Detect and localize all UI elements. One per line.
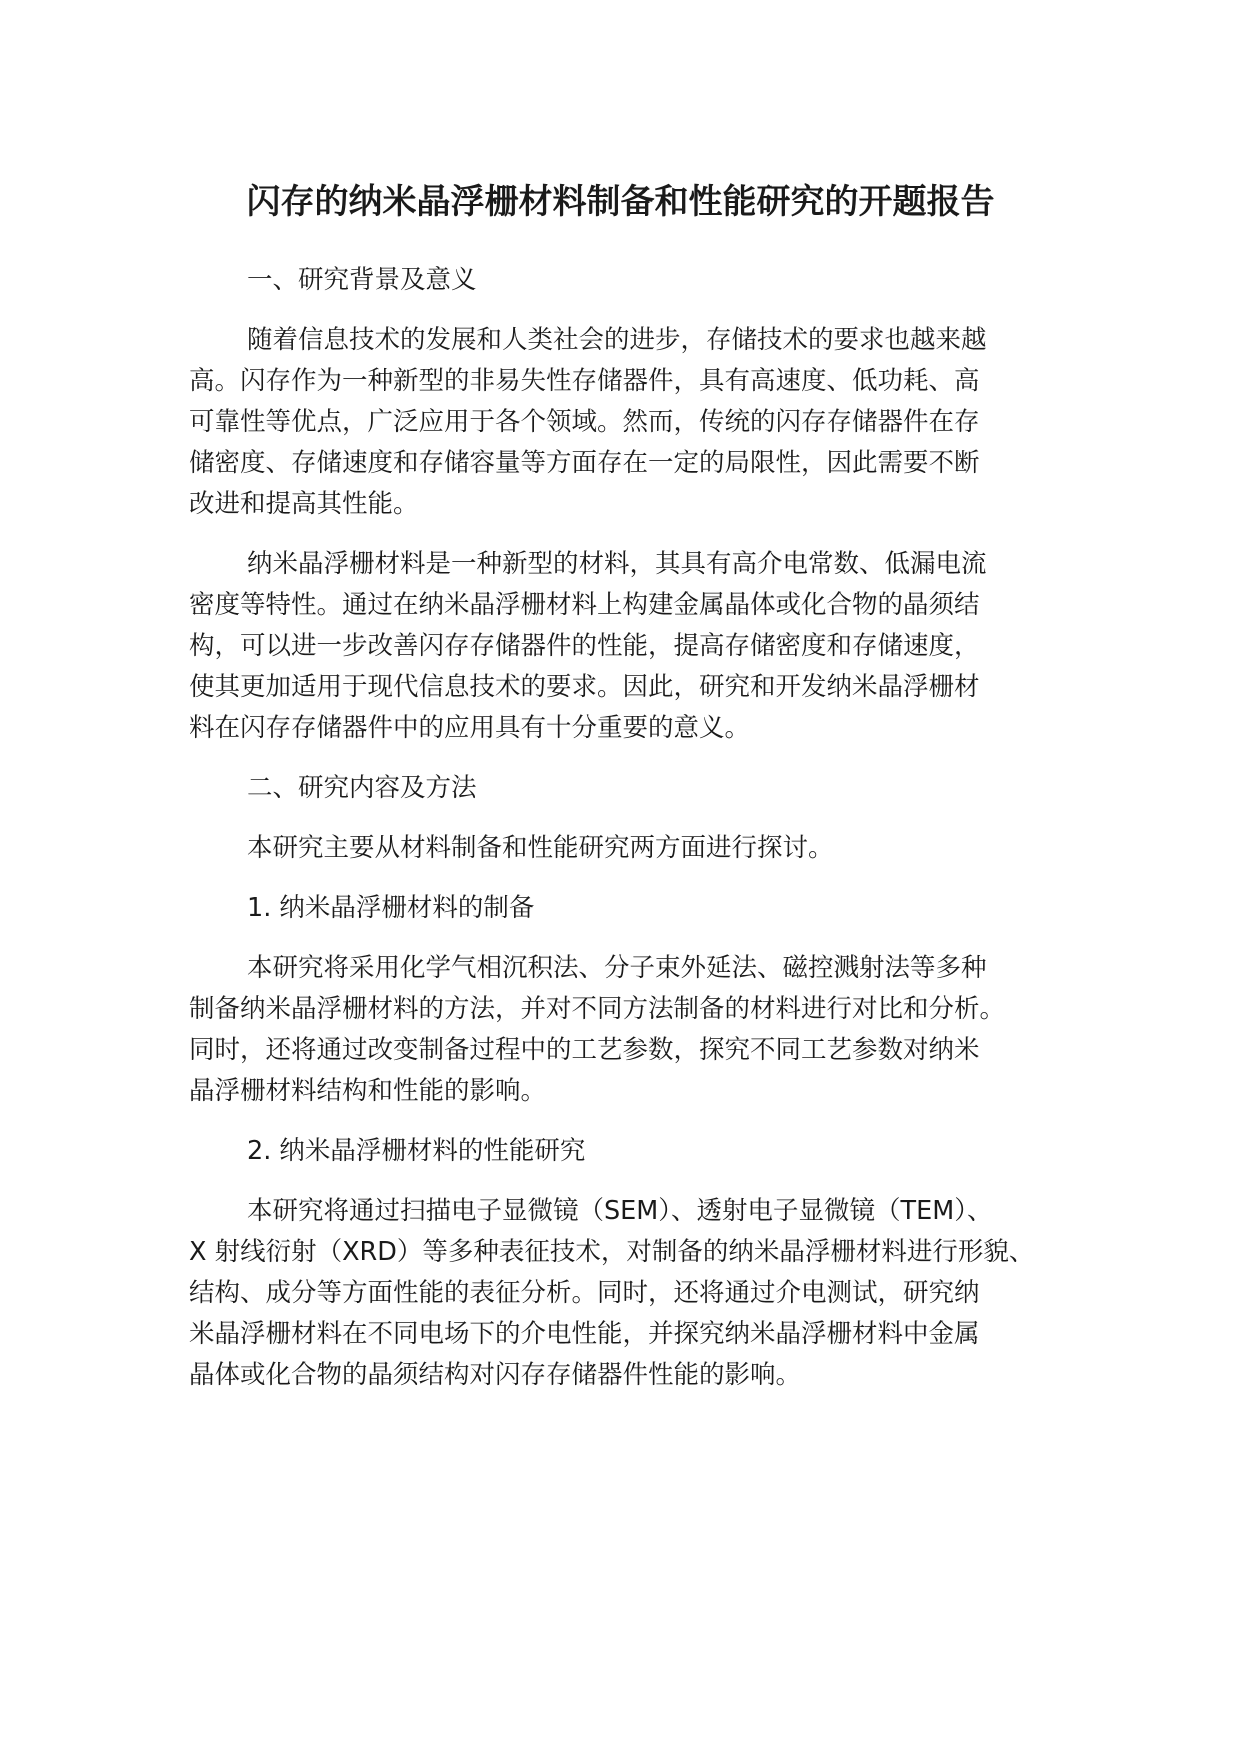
document-title: 闪存的纳米晶浮栅材料制备和性能研究的开题报告 [246, 182, 995, 222]
paragraph-line: 本研究将采用化学气相沉积法、分子束外延法、磁控溅射法等多种 [247, 953, 987, 983]
paragraph-line: 晶体或化合物的晶须结构对闪存存储器件性能的影响。 [189, 1360, 802, 1390]
paragraph-line: 密度等特性。通过在纳米晶浮栅材料上构建金属晶体或化合物的晶须结 [189, 590, 980, 620]
paragraph-line: 纳米晶浮栅材料是一种新型的材料，其具有高介电常数、低漏电流 [247, 549, 987, 579]
paragraph-line: 随着信息技术的发展和人类社会的进步，存储技术的要求也越来越 [247, 325, 987, 355]
paragraph-line: 料在闪存存储器件中的应用具有十分重要的意义。 [189, 713, 751, 743]
subsection-heading-2: 2. 纳米晶浮栅材料的性能研究 [247, 1136, 586, 1166]
paragraph-line: 构，可以进一步改善闪存存储器件的性能，提高存储密度和存储速度， [189, 631, 980, 661]
section-heading-2: 二、研究内容及方法 [247, 773, 477, 803]
subsection-heading-1: 1. 纳米晶浮栅材料的制备 [247, 893, 535, 923]
paragraph-line: 储密度、存储速度和存储容量等方面存在一定的局限性，因此需要不断 [189, 448, 980, 478]
paragraph-line: 本研究主要从材料制备和性能研究两方面进行探讨。 [247, 833, 834, 863]
paragraph-line: 制备纳米晶浮栅材料的方法，并对不同方法制备的材料进行对比和分析。 [189, 994, 1006, 1024]
paragraph-line: 可靠性等优点，广泛应用于各个领域。然而，传统的闪存存储器件在存 [189, 407, 980, 437]
section-heading-1: 一、研究背景及意义 [247, 265, 477, 295]
paragraph-line: 结构、成分等方面性能的表征分析。同时，还将通过介电测试，研究纳 [189, 1278, 980, 1308]
paragraph-line: 改进和提高其性能。 [189, 489, 419, 519]
paragraph-line: 晶浮栅材料结构和性能的影响。 [189, 1076, 547, 1106]
paragraph-line: 同时，还将通过改变制备过程中的工艺参数，探究不同工艺参数对纳米 [189, 1035, 980, 1065]
paragraph-line: 本研究将通过扫描电子显微镜（SEM）、透射电子显微镜（TEM）、 [247, 1196, 993, 1226]
paragraph-line: X 射线衍射（XRD）等多种表征技术，对制备的纳米晶浮栅材料进行形貌、 [189, 1237, 1035, 1267]
paragraph-line: 使其更加适用于现代信息技术的要求。因此，研究和开发纳米晶浮栅材 [189, 672, 980, 702]
paragraph-line: 高。闪存作为一种新型的非易失性存储器件，具有高速度、低功耗、高 [189, 366, 980, 396]
paragraph-line: 米晶浮栅材料在不同电场下的介电性能，并探究纳米晶浮栅材料中金属 [189, 1319, 980, 1349]
